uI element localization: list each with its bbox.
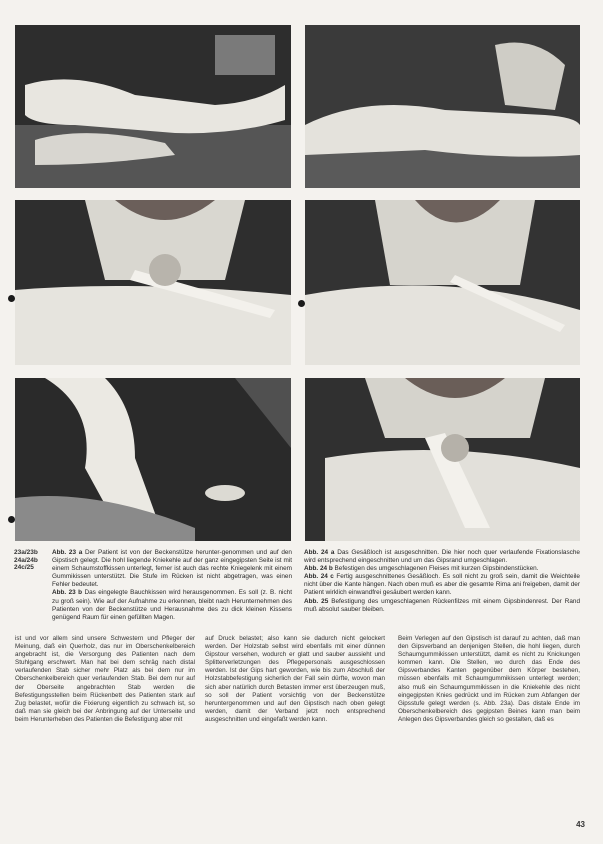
caption <box>304 549 580 565</box>
caption <box>304 598 580 614</box>
caption-label: Abb. 23 a <box>52 549 83 556</box>
caption-label: Abb. 25 <box>304 597 329 605</box>
photo-23b <box>305 25 580 188</box>
caption-text: Der Patient ist von der Beckenstütze herunter-genommen und auf den Gipstisch gelegt. Die hohl liegende Kniekehle auf der ganz eingegipsten Seite ist mit einem Schaumstoffkissen unterlegt, ferner ist auch das rechte Kniegelenk mit einem Gummikissen unterstützt. Die Stufe im Rücken ist nicht abgetragen, was einen Fehler bedeutet. <box>52 549 292 589</box>
photo-23a <box>15 25 291 188</box>
caption-label: Abb. 23 b <box>52 589 83 597</box>
figure-ref: 24c/25 <box>14 564 34 571</box>
caption-label: Abb. 24 b <box>304 565 333 573</box>
caption-label: Abb. 24 a <box>304 549 335 556</box>
photo-24b <box>15 378 291 541</box>
caption-text: Das eingelegte Bauchkissen wird herausgenommen. Es soll (z. B. nicht zu groß sein). Wie auf der Aufnahme zu erkennen, bleibt nach Herunternehmen des Patienten von der Beckenstütze und Herausnahme des zu dick kleinen Kissens genügend Raum für einen gefüllten Magen. <box>52 589 292 621</box>
figure-refs <box>14 549 50 572</box>
caption-text: Befestigung des umgeschlagenen Rückenfilzes mit einem Gipsbindenrest. Der Rand muß absolut sauber bleiben. <box>304 597 580 613</box>
body-paragraph: Beim Verlegen auf den Gipstisch ist darauf zu achten, daß man den Gipsverband an denjenigen Stellen, die hohl liegen, durch Schaumgummikissen unterstützt, damit es nicht zu Knickungen kommen kann. Die Stellen, wo durch das Ende des Gipsverbandes Kanten gegenüber dem Körper bestehen, müssen ebenfalls mit Schaumgummikissen unterlegt werden; also muß ein Schaumgummikissen in die Kniekehle des nicht eingegipsten Knies gedrückt und im Rücken zum Abfangen der Gipsstufe gelegt werden (s. Abb. 23a). Das distale Ende im Oberschenkelbereich des gegipsten Beines kann man beim Anlegen des Gipsverbandes gleich so gestalten, daß es <box>398 635 580 723</box>
row-bullet <box>8 516 15 523</box>
caption-text: Befestigen des umgeschlagenen Fleises mit kurzen Gipsbindenstücken. <box>334 565 539 573</box>
caption <box>304 573 580 597</box>
body-paragraph: ist und vor allem sind unsere Schwestern und Pfleger der Meinung, daß ein Querholz, das nur im Oberschenkelbereich angebracht ist, die Versorgung des Patienten nach dem Stuhlgang erschwert. Man hat bei dem schräg nach distal verlaufenden Stab sicher mehr Platz als bei dem nur im Oberschenkelbereich quer verlaufenden Stab. Bei dem nur auf der Oberseite angebrachten Stab werden die Befestigungsstellen beim Rückenbett des Patienten stark auf Zug belastet, wofür die Fixierung eigentlich zu schwach ist, so daß man sie gleich bei der Anbringung auf der Unterseite und beim Herunterheben des Patienten die Befestigung aber mit <box>15 635 195 723</box>
photo-24c <box>305 378 580 541</box>
captions-left <box>52 549 292 622</box>
page-number: 43 <box>576 820 585 829</box>
body-column-1 <box>15 635 195 726</box>
figure-ref: 24a/24b <box>14 556 38 564</box>
row-bullet <box>298 300 305 307</box>
body-column-2 <box>205 635 385 726</box>
photo-23c <box>15 200 291 365</box>
row-bullet <box>8 295 15 302</box>
caption-label: Abb. 24 c <box>304 573 334 581</box>
photo-24a <box>305 200 580 365</box>
figure-ref: 23a/23b <box>14 549 38 556</box>
caption <box>304 565 580 573</box>
body-paragraph: auf Druck belastet; also kann sie dadurch nicht gelockert werden. Der Holzstab selbst wird ebenfalls mit einer dünnen Gipstour versehen, wodurch er glatt und sauber aussieht und Splitterverletzungen des Pflegepersonals ausgeschlossen werden. Ist der Gips hart geworden, wie bis zum Abschluß der Holzstabbefestigung sicherlich der Fall sein dürfte, wovon man sich aber natürlich durch Betasten immer erst überzeugen muß, so soll der Patient vorsichtig von der Beckenstütze heruntergenommen und auf den Gipstisch nach oben gelegt werden, damit der Verband jetzt noch entsprechend ausgeschnitten und eingefaßt werden kann. <box>205 635 385 723</box>
caption <box>52 549 292 589</box>
caption-text: Das Gesäßloch ist ausgeschnitten. Die hier noch quer verlaufende Fixationslasche wird entsprechend eingeschnitten und um das Gipsrand umgeschlagen. <box>304 549 580 565</box>
captions-right <box>304 549 580 614</box>
body-column-3 <box>398 635 580 726</box>
caption-text: Fertig ausgeschnittenes Gesäßloch. Es soll nicht zu groß sein, damit die Weichteile nicht über die Kante hängen. Nach oben muß es aber die gesamte Rima ani freigeben, damit der Patient wirklich einwandfrei gesäubert werden kann. <box>304 573 580 597</box>
caption <box>52 589 292 621</box>
